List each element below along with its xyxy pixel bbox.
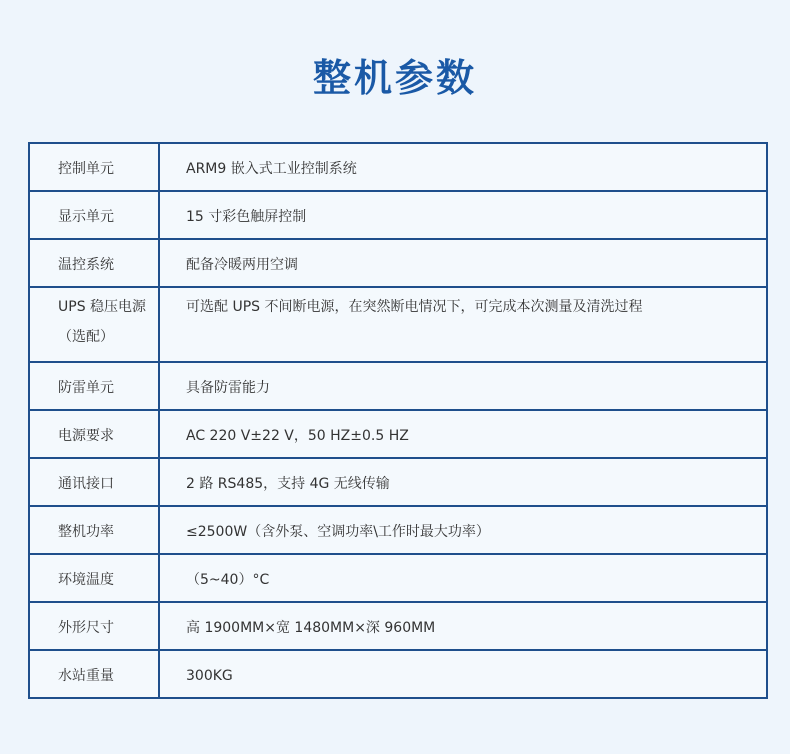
spec-value: 300KG [159,650,767,698]
table-row [29,239,767,287]
spec-value: 高 1900MM×宽 1480MM×深 960MM [159,602,767,650]
spec-label: 显示单元 [29,191,159,239]
table-row [29,410,767,458]
table-row [29,650,767,698]
spec-value: 15 寸彩色触屏控制 [159,191,767,239]
spec-label: 外形尺寸 [29,602,159,650]
table-row [29,602,767,650]
spec-value: （5~40）°C [159,554,767,602]
spec-value: AC 220 V±22 V，50 HZ±0.5 HZ [159,410,767,458]
table-row [29,143,767,191]
table-row [29,287,767,362]
spec-label: 控制单元 [29,143,159,191]
spec-value: ARM9 嵌入式工业控制系统 [159,143,767,191]
table-row [29,506,767,554]
spec-label: 通讯接口 [29,458,159,506]
spec-label: UPS 稳压电源（选配） [29,287,159,362]
page-title: 整机参数 [312,56,477,100]
spec-value: 2 路 RS485，支持 4G 无线传输 [159,458,767,506]
spec-table [28,142,768,699]
spec-label: 温控系统 [29,239,159,287]
spec-value: ≤2500W（含外泵、空调功率\工作时最大功率） [159,506,767,554]
spec-value: 配备冷暖两用空调 [159,239,767,287]
spec-value: 可选配 UPS 不间断电源，在突然断电情况下，可完成本次测量及清洗过程 [159,287,767,362]
table-row [29,191,767,239]
table-row [29,554,767,602]
table-row [29,458,767,506]
spec-label: 整机功率 [29,506,159,554]
table-row [29,362,767,410]
spec-label: 环境温度 [29,554,159,602]
spec-label: 水站重量 [29,650,159,698]
spec-label: 防雷单元 [29,362,159,410]
spec-label: 电源要求 [29,410,159,458]
spec-value: 具备防雷能力 [159,362,767,410]
